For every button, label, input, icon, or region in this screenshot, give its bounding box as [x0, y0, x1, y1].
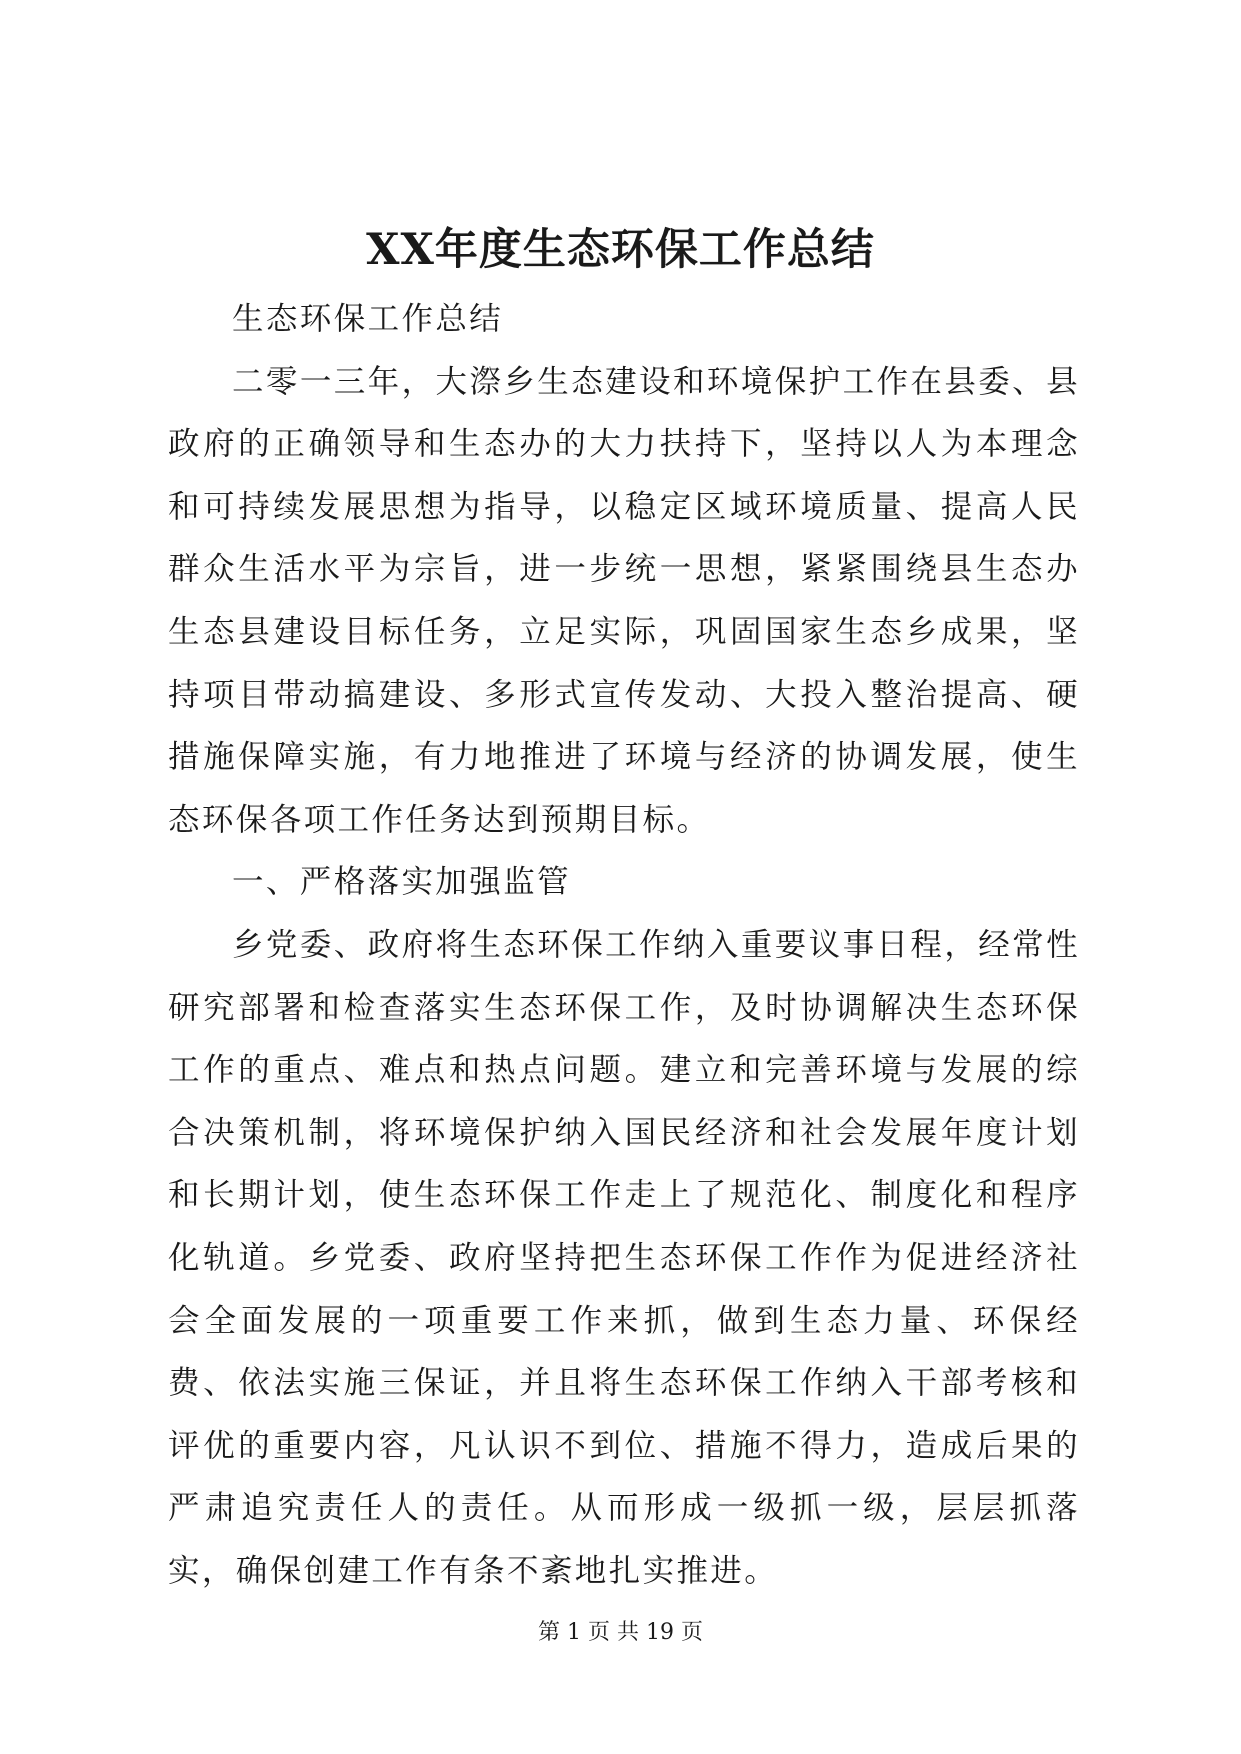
subtitle-paragraph: 生态环保工作总结 — [232, 301, 504, 337]
section-heading: 一、严格落实加强监管 — [232, 864, 572, 901]
intro-paragraph: 二零一三年，大漈乡生态建设和环境保护工作在县委、县政府的正确领导和生态办的大力扶持下，坚持以人为本理念和可持续发展思想为指导，以稳定区域环境质量、提高人民群众生活水平为宗旨，进一步统一思想，紧紧围绕县生态办生态县建设目标任务，立足实际，巩固国家生态乡成果，坚持项目带动搞建设、多形式宣传发动、大投入整治提高、硬措施保障实施，有力地推进了环境与经济的协调发展，使生态环保各项工作任务达到预期目标。 — [168, 363, 1080, 838]
document-body — [168, 288, 1080, 1602]
page-footer: 第 1 页 共 19 页 — [538, 1620, 703, 1645]
section-paragraph: 乡党委、政府将生态环保工作纳入重要议事日程，经常性研究部署和检查落实生态环保工作，及时协调解决生态环保工作的重点、难点和热点问题。建立和完善环境与发展的综合决策机制，将环境保护纳入国民经济和社会发展年度计划和长期计划，使生态环保工作走上了规范化、制度化和程序化轨道。乡党委、政府坚持把生态环保工作作为促进经济社会全面发展的一项重要工作来抓，做到生态力量、环保经费、依法实施三保证，并且将生态环保工作纳入干部考核和评优的重要内容，凡认识不到位、措施不得力，造成后果的严肃追究责任人的责任。从而形成一级抓一级，层层抓落实，确保创建工作有条不紊地扎实推进。 — [168, 926, 1080, 1589]
document-title: XX年度生态环保工作总结 — [366, 225, 875, 275]
